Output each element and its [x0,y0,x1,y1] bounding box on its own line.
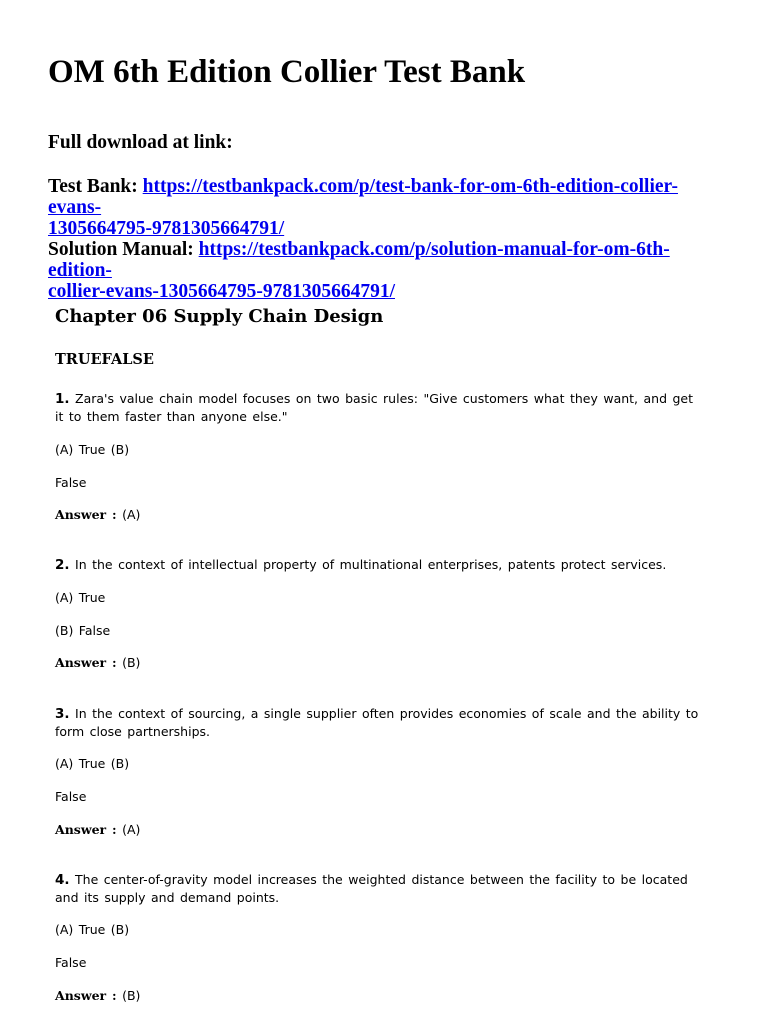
question-2-text [55,556,705,574]
test-bank-line [48,176,728,239]
document-title: OM 6th Edition Collier Test Bank [48,54,526,90]
question-1-number: 1. [55,391,70,407]
question-3-answer-value: (A) [122,822,141,837]
question-3-answer [55,821,705,839]
solution-manual-link-line2: collier-evans-1305664795-9781305664791/ [48,281,395,302]
test-bank-label: Test Bank: [48,176,138,197]
question-3-option-line1: (A) True (B) [55,756,130,771]
question-4-option-line2: False [55,955,87,970]
question-1-text [55,390,705,426]
full-download-label: Full download at link: [48,132,233,153]
test-bank-link-line2: 1305664795-9781305664791/ [48,218,285,239]
question-4-answer [55,987,705,1005]
question-2-number: 2. [55,557,70,573]
question-4-answer-value: (B) [122,988,141,1003]
question-1-body: Zara's value chain model focuses on two basic rules: "Give customers what they want, and get it to them faster than anyone else." [55,391,694,424]
question-4-answer-label: Answer : [55,988,117,1003]
question-4-text [55,871,705,907]
question-1-answer-value: (A) [122,507,141,522]
question-3-body: In the context of sourcing, a single supplier often provides economies of scale and the ability to form close partnerships. [55,706,699,739]
question-1-answer [55,506,705,524]
question-2-body: In the context of intellectual property of multinational enterprises, patents protect services. [75,557,667,572]
solution-manual-link-line1: https://testbankpack.com/p/solution-manual-for-om-6th-edition- [48,239,670,281]
test-bank-link[interactable] [48,176,678,239]
question-4-number: 4. [55,872,70,888]
test-bank-link-line1: https://testbankpack.com/p/test-bank-for-om-6th-edition-collier-evans- [48,176,678,218]
question-4-option-line1: (A) True (B) [55,922,130,937]
solution-manual-label: Solution Manual: [48,239,194,260]
question-1-answer-label: Answer : [55,507,117,522]
question-2-answer-label: Answer : [55,655,117,670]
section-heading: TRUEFALSE [55,351,154,368]
question-2-option-line1: (A) True [55,590,106,605]
chapter-title: Chapter 06 Supply Chain Design [55,306,384,327]
question-1-option-line2: False [55,475,87,490]
question-3-option-line2: False [55,789,87,804]
question-2-option-line2: (B) False [55,623,111,638]
question-2-answer-value: (B) [122,655,141,670]
question-2-answer [55,654,705,672]
solution-manual-line [48,239,728,302]
question-3-answer-label: Answer : [55,822,117,837]
question-3-text [55,705,705,741]
question-1-option-line1: (A) True (B) [55,442,130,457]
question-4-body: The center-of-gravity model increases the weighted distance between the facility to be located and its supply and demand points. [55,872,688,905]
question-3-number: 3. [55,706,70,722]
